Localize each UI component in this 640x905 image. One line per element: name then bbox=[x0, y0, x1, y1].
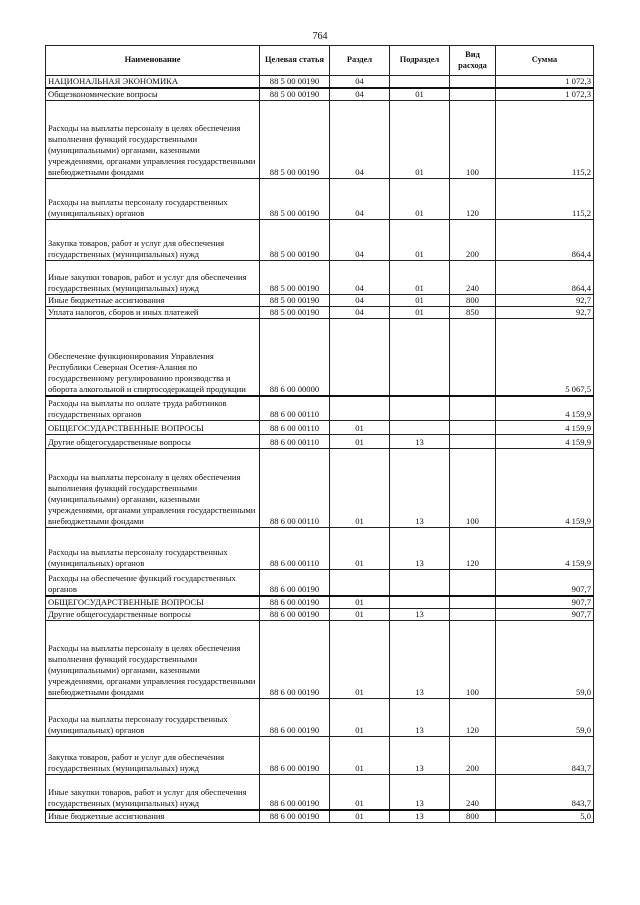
row-code: 88 6 00 00190 bbox=[260, 810, 330, 823]
row-code: 88 6 00 00190 bbox=[260, 736, 330, 774]
row-sum: 59,0 bbox=[496, 698, 594, 736]
row-sum: 843,7 bbox=[496, 736, 594, 774]
row-name: Обеспечение функционирования Управления Республики Северная Осетия-Алания по государственному регулированию производства и оборота алкогольной и спиртосодержащей продукции bbox=[46, 319, 260, 396]
header-row bbox=[46, 46, 594, 76]
table-row bbox=[46, 570, 594, 596]
row-name: Расходы на обеспечение функций государственных органов bbox=[46, 570, 260, 596]
row-expense-type: 850 bbox=[450, 307, 496, 319]
row-sum: 1 072,3 bbox=[496, 88, 594, 101]
row-code: 88 6 00 00190 bbox=[260, 620, 330, 698]
table-row bbox=[46, 261, 594, 295]
row-code: 88 6 00 00000 bbox=[260, 319, 330, 396]
row-expense-type bbox=[450, 88, 496, 101]
row-sum: 4 159,9 bbox=[496, 449, 594, 528]
row-expense-type: 100 bbox=[450, 449, 496, 528]
row-name: Расходы на выплаты персоналу государственных (муниципальных) органов bbox=[46, 698, 260, 736]
row-subsection bbox=[390, 570, 450, 596]
row-subsection: 01 bbox=[390, 101, 450, 179]
row-section: 01 bbox=[330, 774, 390, 810]
table-row bbox=[46, 596, 594, 609]
row-sum: 864,4 bbox=[496, 220, 594, 261]
row-subsection: 13 bbox=[390, 810, 450, 823]
row-code: 88 6 00 00110 bbox=[260, 528, 330, 570]
row-subsection: 13 bbox=[390, 528, 450, 570]
table-row bbox=[46, 88, 594, 101]
row-subsection: 13 bbox=[390, 620, 450, 698]
row-sum: 4 159,9 bbox=[496, 421, 594, 435]
row-expense-type: 200 bbox=[450, 736, 496, 774]
row-subsection: 13 bbox=[390, 736, 450, 774]
row-section: 01 bbox=[330, 528, 390, 570]
row-expense-type: 800 bbox=[450, 295, 496, 307]
row-sum: 5,0 bbox=[496, 810, 594, 823]
row-sum: 4 159,9 bbox=[496, 435, 594, 449]
table-row bbox=[46, 698, 594, 736]
row-subsection: 13 bbox=[390, 608, 450, 620]
row-code: 88 5 00 00190 bbox=[260, 76, 330, 89]
table-row bbox=[46, 736, 594, 774]
row-expense-type bbox=[450, 421, 496, 435]
table-row bbox=[46, 449, 594, 528]
table-row bbox=[46, 76, 594, 89]
row-code: 88 6 00 00110 bbox=[260, 396, 330, 421]
row-code: 88 5 00 00190 bbox=[260, 307, 330, 319]
row-section: 01 bbox=[330, 449, 390, 528]
row-name: Расходы на выплаты персоналу в целях обеспечения выполнения функций государственными (муниципальными) органами, казенными учреждениями, органами управления государственными внебюджетными фондами bbox=[46, 449, 260, 528]
header-sum: Сумма bbox=[496, 46, 594, 76]
row-section: 01 bbox=[330, 608, 390, 620]
row-subsection: 01 bbox=[390, 295, 450, 307]
row-subsection bbox=[390, 396, 450, 421]
row-name: Расходы на выплаты персоналу в целях обеспечения выполнения функций государственными (муниципальными) органами, казенными учреждениями, органами управления государственными внебюджетными фондами bbox=[46, 101, 260, 179]
table-row bbox=[46, 396, 594, 421]
row-expense-type: 120 bbox=[450, 179, 496, 220]
row-name: Иные бюджетные ассигнования bbox=[46, 295, 260, 307]
table-row bbox=[46, 528, 594, 570]
row-section: 04 bbox=[330, 179, 390, 220]
row-code: 88 6 00 00190 bbox=[260, 596, 330, 609]
page-number: 764 bbox=[312, 31, 328, 42]
table-row bbox=[46, 608, 594, 620]
row-name: Расходы на выплаты по оплате труда работников государственных органов bbox=[46, 396, 260, 421]
row-name: Общеэкономические вопросы bbox=[46, 88, 260, 101]
row-code: 88 6 00 00110 bbox=[260, 435, 330, 449]
row-sum: 59,0 bbox=[496, 620, 594, 698]
header-expense-type: Вид расхода bbox=[450, 46, 496, 76]
row-subsection bbox=[390, 76, 450, 89]
row-sum: 1 072,3 bbox=[496, 76, 594, 89]
row-expense-type: 120 bbox=[450, 528, 496, 570]
row-sum: 907,7 bbox=[496, 596, 594, 609]
row-code: 88 5 00 00190 bbox=[260, 295, 330, 307]
row-expense-type: 100 bbox=[450, 101, 496, 179]
row-expense-type bbox=[450, 76, 496, 89]
row-section: 04 bbox=[330, 101, 390, 179]
table-header bbox=[46, 46, 594, 76]
row-section bbox=[330, 570, 390, 596]
row-name: Расходы на выплаты персоналу государственных (муниципальных) органов bbox=[46, 528, 260, 570]
row-name: ОБЩЕГОСУДАРСТВЕННЫЕ ВОПРОСЫ bbox=[46, 596, 260, 609]
row-section bbox=[330, 319, 390, 396]
row-subsection bbox=[390, 421, 450, 435]
row-name: Расходы на выплаты персоналу в целях обеспечения выполнения функций государственными (муниципальными) органами, казенными учреждениями, органами управления государственными внебюджетными фондами bbox=[46, 620, 260, 698]
row-sum: 4 159,9 bbox=[496, 396, 594, 421]
table-row bbox=[46, 307, 594, 319]
row-expense-type: 240 bbox=[450, 261, 496, 295]
row-sum: 907,7 bbox=[496, 570, 594, 596]
row-expense-type bbox=[450, 570, 496, 596]
row-code: 88 5 00 00190 bbox=[260, 220, 330, 261]
row-section: 04 bbox=[330, 88, 390, 101]
row-subsection: 13 bbox=[390, 435, 450, 449]
row-name: Уплата налогов, сборов и иных платежей bbox=[46, 307, 260, 319]
budget-table bbox=[45, 45, 594, 823]
row-name: Закупка товаров, работ и услуг для обеспечения государственных (муниципальных) нужд bbox=[46, 220, 260, 261]
table-row bbox=[46, 220, 594, 261]
row-subsection: 13 bbox=[390, 449, 450, 528]
table-row bbox=[46, 295, 594, 307]
row-section: 01 bbox=[330, 698, 390, 736]
table-row bbox=[46, 421, 594, 435]
row-subsection bbox=[390, 596, 450, 609]
row-code: 88 6 00 00190 bbox=[260, 774, 330, 810]
table-row bbox=[46, 319, 594, 396]
row-expense-type: 120 bbox=[450, 698, 496, 736]
budget-table-container bbox=[45, 45, 593, 823]
row-section: 01 bbox=[330, 421, 390, 435]
table-row bbox=[46, 620, 594, 698]
row-section: 04 bbox=[330, 76, 390, 89]
row-sum: 864,4 bbox=[496, 261, 594, 295]
row-expense-type: 200 bbox=[450, 220, 496, 261]
row-name: Иные бюджетные ассигнования bbox=[46, 810, 260, 823]
row-code: 88 5 00 00190 bbox=[260, 101, 330, 179]
row-section: 01 bbox=[330, 810, 390, 823]
row-section: 04 bbox=[330, 307, 390, 319]
row-sum: 115,2 bbox=[496, 179, 594, 220]
row-section: 04 bbox=[330, 295, 390, 307]
row-section: 01 bbox=[330, 620, 390, 698]
row-expense-type bbox=[450, 608, 496, 620]
row-section: 01 bbox=[330, 736, 390, 774]
row-name: Закупка товаров, работ и услуг для обеспечения государственных (муниципальных) нужд bbox=[46, 736, 260, 774]
row-name: Иные закупки товаров, работ и услуг для обеспечения государственных (муниципальных) нужд bbox=[46, 774, 260, 810]
header-name: Наименование bbox=[46, 46, 260, 76]
row-subsection: 01 bbox=[390, 179, 450, 220]
table-row bbox=[46, 774, 594, 810]
row-name: Иные закупки товаров, работ и услуг для обеспечения государственных (муниципальных) нужд bbox=[46, 261, 260, 295]
row-sum: 92,7 bbox=[496, 295, 594, 307]
row-expense-type bbox=[450, 396, 496, 421]
row-name: Другие общегосударственные вопросы bbox=[46, 435, 260, 449]
row-expense-type: 100 bbox=[450, 620, 496, 698]
row-code: 88 6 00 00190 bbox=[260, 698, 330, 736]
row-section: 04 bbox=[330, 261, 390, 295]
row-subsection bbox=[390, 319, 450, 396]
row-section: 04 bbox=[330, 220, 390, 261]
header-section: Раздел bbox=[330, 46, 390, 76]
row-subsection: 13 bbox=[390, 698, 450, 736]
row-expense-type: 800 bbox=[450, 810, 496, 823]
table-body bbox=[46, 76, 594, 823]
row-name: ОБЩЕГОСУДАРСТВЕННЫЕ ВОПРОСЫ bbox=[46, 421, 260, 435]
row-expense-type: 240 bbox=[450, 774, 496, 810]
table-row bbox=[46, 435, 594, 449]
row-code: 88 5 00 00190 bbox=[260, 88, 330, 101]
row-code: 88 5 00 00190 bbox=[260, 179, 330, 220]
header-code: Целевая статья bbox=[260, 46, 330, 76]
row-section: 01 bbox=[330, 435, 390, 449]
row-subsection: 01 bbox=[390, 88, 450, 101]
row-code: 88 6 00 00110 bbox=[260, 449, 330, 528]
row-sum: 907,7 bbox=[496, 608, 594, 620]
row-sum: 843,7 bbox=[496, 774, 594, 810]
row-sum: 115,2 bbox=[496, 101, 594, 179]
row-sum: 4 159,9 bbox=[496, 528, 594, 570]
row-code: 88 6 00 00110 bbox=[260, 421, 330, 435]
row-sum: 5 067,5 bbox=[496, 319, 594, 396]
table-row bbox=[46, 810, 594, 823]
row-subsection: 01 bbox=[390, 261, 450, 295]
row-subsection: 13 bbox=[390, 774, 450, 810]
table-row bbox=[46, 101, 594, 179]
row-expense-type bbox=[450, 435, 496, 449]
row-code: 88 6 00 00190 bbox=[260, 570, 330, 596]
row-sum: 92,7 bbox=[496, 307, 594, 319]
table-row bbox=[46, 179, 594, 220]
row-expense-type bbox=[450, 319, 496, 396]
row-name: Расходы на выплаты персоналу государственных (муниципальных) органов bbox=[46, 179, 260, 220]
row-code: 88 5 00 00190 bbox=[260, 261, 330, 295]
header-subsection: Подраздел bbox=[390, 46, 450, 76]
row-section: 01 bbox=[330, 596, 390, 609]
row-code: 88 6 00 00190 bbox=[260, 608, 330, 620]
row-section bbox=[330, 396, 390, 421]
row-subsection: 01 bbox=[390, 307, 450, 319]
row-name: НАЦИОНАЛЬНАЯ ЭКОНОМИКА bbox=[46, 76, 260, 89]
row-expense-type bbox=[450, 596, 496, 609]
row-subsection: 01 bbox=[390, 220, 450, 261]
row-name: Другие общегосударственные вопросы bbox=[46, 608, 260, 620]
